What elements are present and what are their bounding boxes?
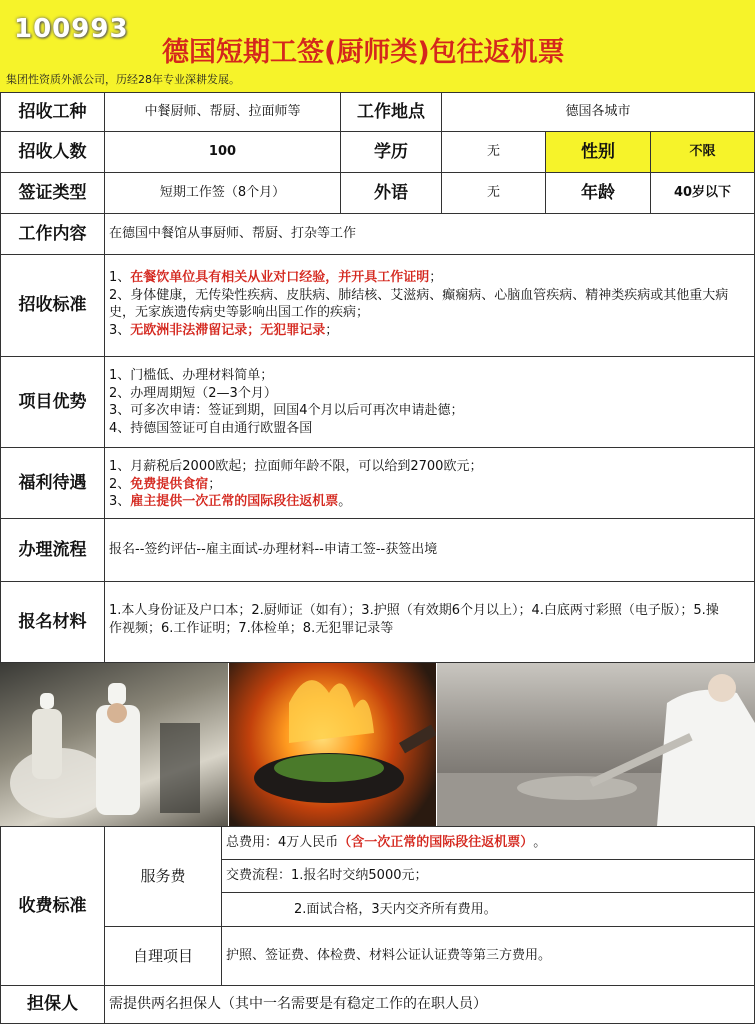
materials-line-1: 1.本人身份证及户口本；2.厨师证（如有）；3.护照（有效期6个月以上）；4.白底两寸彩照（电子版）；5.操: [109, 603, 719, 618]
welfare-label: 福利待遇: [0, 447, 105, 519]
count-value: 100: [104, 131, 341, 173]
education-value: 无: [441, 131, 546, 173]
service-fee-label: 服务费: [104, 826, 222, 927]
welfare-item-2: 2、免费提供食宿；: [109, 476, 222, 492]
age-value: 40岁以下: [650, 172, 755, 214]
materials-line-2: 作视频；6.工作证明；7.体检单；8.无犯罪记录等: [109, 620, 394, 636]
job-type-label: 招收工种: [0, 92, 105, 132]
payment-step-2: 2.面试合格，3天内交齐所有费用。: [221, 892, 755, 927]
wok-flames-photo: [229, 663, 436, 826]
materials-label: 报名材料: [0, 581, 105, 663]
header-banner: [0, 0, 755, 92]
content-label: 工作内容: [0, 213, 105, 255]
location-value: 德国各城市: [441, 92, 755, 132]
job-type-value: 中餐厨师、帮厨、拉面师等: [104, 92, 341, 132]
education-label: 学历: [340, 131, 442, 173]
self-paid-value: 护照、签证费、体检费、材料公证认证费等第三方费用。: [221, 926, 755, 986]
standards-item-2b: 史，无家族遗传病史等影响出国工作的疾病；: [109, 305, 370, 321]
process-label: 办理流程: [0, 518, 105, 582]
age-label: 年龄: [545, 172, 651, 214]
standards-list: [104, 254, 755, 357]
fees-label: 收费标准: [0, 826, 105, 986]
welfare-item-3: 3、雇主提供一次正常的国际段往返机票。: [109, 494, 352, 510]
total-fee: 总费用：4万人民币 （含一次正常的国际段往返机票） 。: [221, 826, 755, 860]
content-value: 在德国中餐馆从事厨师、帮厨、打杂等工作: [104, 213, 755, 255]
standards-label: 招收标准: [0, 254, 105, 357]
advantages-item: 2、办理周期短（2—3个月）: [109, 385, 277, 401]
payment-step-1: 交费流程：1.报名时交纳5000元；: [221, 859, 755, 893]
advantages-item: 4、持德国签证可自由通行欧盟各国: [109, 420, 313, 436]
welfare-list: [104, 447, 755, 519]
visa-value: 短期工作签（8个月）: [104, 172, 341, 214]
gender-label: 性别: [545, 131, 651, 173]
guarantor-value: 需提供两名担保人（其中一名需要是有稳定工作的在职人员）: [104, 985, 755, 1024]
advantages-list: [104, 356, 755, 448]
process-value: 报名--签约评估--雇主面试-办理材料--申请工签--获签出境: [104, 518, 755, 582]
guarantor-label: 担保人: [0, 985, 105, 1024]
self-paid-label: 自理项目: [104, 926, 222, 986]
page-title: 德国短期工签(厨师类)包往返机票: [162, 37, 565, 68]
materials-list: [104, 581, 755, 663]
visa-label: 签证类型: [0, 172, 105, 214]
standards-item-1: 1、在餐饮单位具有相关从业对口经验，并开具工作证明；: [109, 270, 443, 285]
standards-item-3: 3、无欧洲非法滞留记录；无犯罪记录；: [109, 322, 339, 338]
language-label: 外语: [340, 172, 442, 214]
language-value: 无: [441, 172, 546, 214]
chef-kitchen-photo: [0, 663, 228, 826]
advantages-item: 1、门槛低、办理材料简单；: [109, 368, 274, 383]
welfare-item-1: 1、月薪税后2000欧起；拉面师年龄不限，可以给到2700欧元；: [109, 459, 483, 474]
advantages-item: 3、可多次申请：签证到期，回国4个月以后可再次申请赴德；: [109, 403, 464, 419]
standards-item-2a: 2、身体健康，无传染性疾病、皮肤病、肺结核、艾滋病、癫痫病、心脑血管疾病、精神类疾病或其他重大病: [109, 287, 729, 303]
count-label: 招收人数: [0, 131, 105, 173]
advantages-label: 项目优势: [0, 356, 105, 448]
gender-value: 不限: [650, 131, 755, 173]
job-code: 100993: [14, 14, 129, 44]
location-label: 工作地点: [340, 92, 442, 132]
chef-cooking-photo: [437, 663, 755, 826]
company-subtitle: 集团性资质外派公司，历经28年专业深耕发展。: [6, 73, 240, 86]
